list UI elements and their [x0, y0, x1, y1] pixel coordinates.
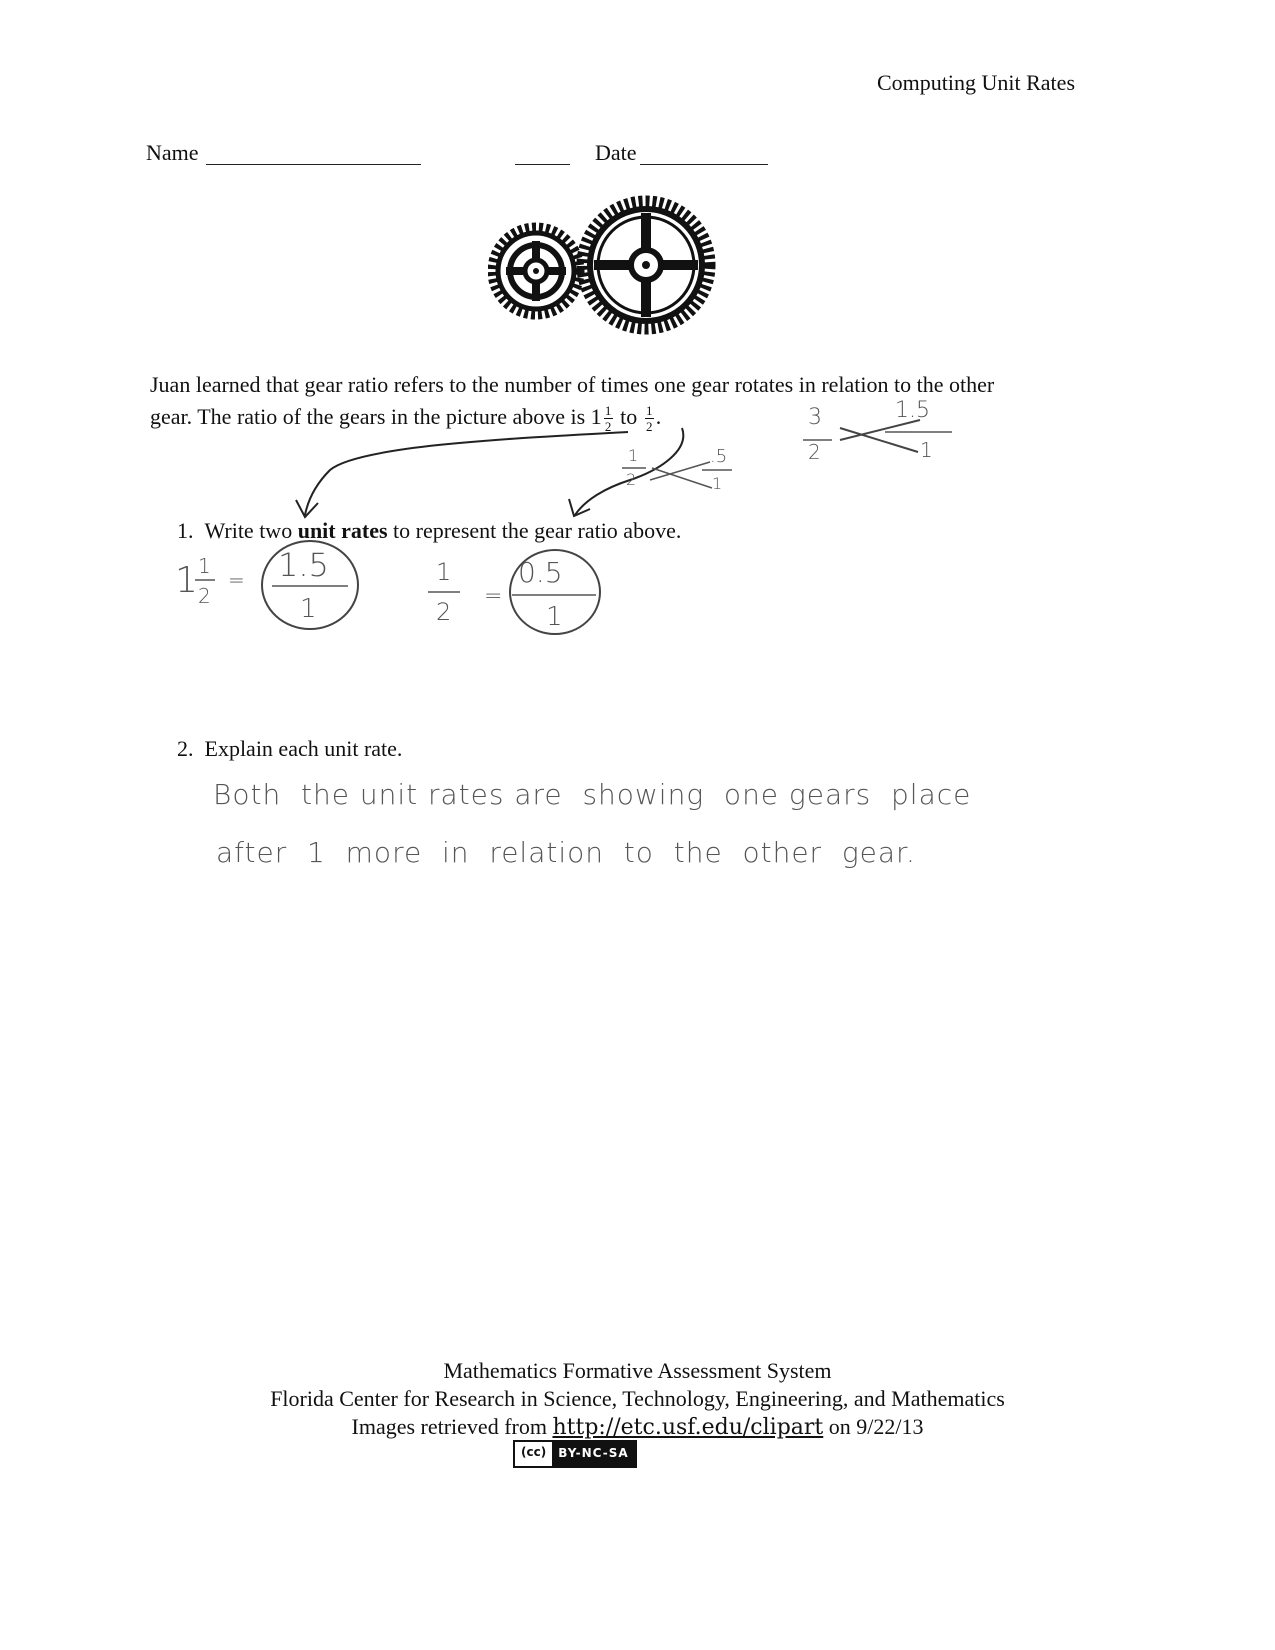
margin-den-b: 1 — [920, 438, 933, 462]
answer2-rate-num: 0.5 — [518, 556, 563, 589]
question-2-text: Explain each unit rate. — [204, 736, 403, 761]
ratio2-denominator: 2 — [646, 419, 653, 435]
ratio-denominator: 2 — [604, 419, 612, 435]
explanation-line-1: Both the unit rates are showing one gears place — [213, 778, 972, 811]
footer-line-3-text: Images retrieved from — [351, 1414, 553, 1439]
question-2-number: 2. — [177, 736, 194, 761]
license-text: BY-NC-SA — [552, 1442, 634, 1466]
answer1-rate-den: 1 — [300, 594, 317, 624]
intro-line-2-text: gear. The ratio of the gears in the picture above is — [150, 404, 591, 429]
to-word: to — [614, 404, 643, 429]
question-1-text-b: to represent the gear ratio above. — [387, 518, 682, 543]
footer-line-3 — [0, 1412, 1275, 1442]
question-1-text-a: Write two — [204, 518, 298, 543]
small-den-b: 1 — [712, 474, 723, 493]
footer-line-2: Florida Center for Research in Science, Technology, Engineering, and Mathematics — [270, 1386, 1005, 1411]
answer2-eq: = — [484, 584, 503, 609]
ratio2-numerator: 1 — [646, 403, 653, 419]
clipart-link[interactable]: http://etc.usf.edu/clipart — [552, 1415, 824, 1440]
answer2-num: 1 — [436, 558, 452, 586]
question-1-number: 1. — [177, 518, 194, 543]
question-1 — [177, 518, 681, 544]
answer1-den: 2 — [198, 584, 211, 608]
answer1-num: 1 — [198, 554, 211, 578]
explanation-line-2: after 1 more in relation to the other gear. — [216, 836, 916, 869]
answer2-den: 2 — [436, 598, 452, 626]
name-label: Name — [146, 140, 199, 165]
page-title: Computing Unit Rates — [877, 70, 1075, 95]
cc-icon: (cc) — [515, 1442, 552, 1466]
date-label: Date — [595, 140, 637, 165]
intro-line-1: Juan learned that gear ratio refers to the number of times one gear rotates in relation to the other — [150, 372, 995, 397]
margin-den-a: 2 — [808, 440, 821, 464]
answer1-eq: = — [228, 568, 245, 592]
margin-num-b: 1.5 — [895, 398, 930, 423]
small-num-b: .5 — [710, 446, 728, 467]
question-1-bold: unit rates — [297, 518, 388, 543]
question-2 — [177, 736, 402, 762]
ratio-numerator: 1 — [604, 403, 612, 419]
intro-end: . — [655, 404, 662, 429]
answer2-rate-den: 1 — [546, 602, 563, 632]
license-badge[interactable] — [513, 1440, 637, 1468]
small-den-a: 2 — [626, 470, 637, 489]
answer1-rate-num: 1.5 — [278, 546, 329, 584]
margin-num-a: 3 — [808, 405, 822, 430]
ratio-whole: 1 — [590, 404, 602, 429]
answer1-whole: 1 — [175, 560, 198, 601]
footer-line-1: Mathematics Formative Assessment System — [443, 1358, 832, 1383]
small-num-a: 1 — [628, 446, 639, 465]
footer-line-3-date: on 9/22/13 — [823, 1414, 924, 1439]
